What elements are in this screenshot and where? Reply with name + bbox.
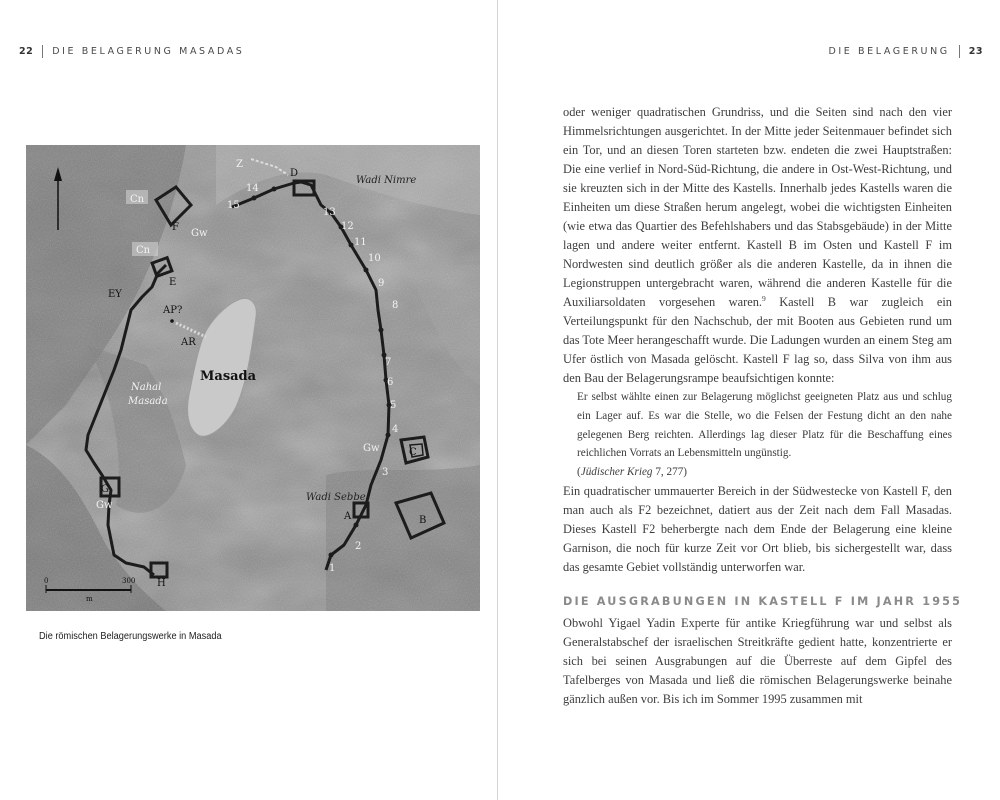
siege-map-figure [26,145,480,611]
running-head-divider [959,45,960,58]
label-6: 6 [387,377,394,388]
label-9: 9 [378,278,385,289]
label-masada: Masada [200,369,257,384]
label-11: 11 [354,237,367,248]
paragraph-2: Ein quadratischer ummauerter Bereich in der Südwestecke von Kastell F, den man auch als F2 bezeichnet, datiert aus der Zeit nach dem Fall Masadas. Dieses Kastell F2 beherbergte nach dem Ende der Belagerung eine kleine Garnison, die noch für kurze Zeit vor Ort blieb, bis sichergestellt war, dass das gesamte Gebiet vollständig unterworfen war. [563,484,952,575]
label-C: C [409,447,417,458]
label-4: 4 [392,424,399,435]
label-cn-2: Cn [136,245,151,256]
label-13: 13 [323,207,336,218]
label-10: 10 [368,253,381,264]
label-D: D [290,168,299,179]
quote-source-open: ( [577,466,581,479]
label-8: 8 [392,300,399,311]
label-gw-f: Gw [191,228,208,239]
figure-caption: Die römischen Belagerungswerke in Masada [39,631,222,642]
quote-source-title: Jüdischer Krieg [580,466,653,479]
label-G: G [101,484,109,495]
scale-unit: m [86,595,93,603]
running-head-left [19,45,244,58]
label-1: 1 [329,563,336,574]
paragraph-1-text-b: Kastell B war zugleich ein Verteilungspunkt für den Nachschub, der mit Booten aus Gebieten rund um das Tote Meer herangeschafft wurde. Die Ladungen wurden an einem Steg am Ufer östlich von Masada gelöscht. Kastell F lag so, dass Silva von ihm aus den Bau der Belagerungsrampe beaufsichtigen konnte: [563,295,952,385]
label-3: 3 [382,467,389,478]
running-head-right [828,45,983,58]
label-14: 14 [246,183,259,194]
running-head-left-title: DIE BELAGERUNG MASADAS [52,46,245,57]
scale-0: 0 [44,577,49,585]
label-H: H [157,578,166,589]
label-2: 2 [355,541,362,552]
label-5: 5 [390,400,397,411]
siege-map [26,145,480,611]
page-number-left: 22 [19,46,34,57]
footnote-marker[interactable]: 9 [762,293,766,303]
page-number-right: 23 [968,46,983,57]
section-heading: DIE AUSGRABUNGEN IN KASTELL F IM JAHR 1955 [563,595,963,609]
running-head-right-title: DIE BELAGERUNG [828,46,950,57]
paragraph-1-text-a: oder weniger quadratischen Grundriss, und die Seiten sind nach den vier Himmelsrichtungen ausgerichtet. In der Mitte jeder Seitenmauer befindet sich ein Tor, und an diesen Toren starteten bzw. endeten die zwei Hauptstraßen: Die eine verlief in Nord-Süd-Richtung, die andere in Ost-West-Richtung, und sie kreuzten sich in der Mitte des Kastells. Innerhalb jedes Kastells waren die Einheiten um diese Straßen herum angelegt, wobei die wichtigsten Einheiten (wie etwa das Quartier des Befehlshabers und das Stabsgebäude) in der Mitte lagen und andere weiter entfernt. Kastell B im Osten und Kastell F im Nordwesten sind deutlich größer als die anderen Kastelle, da in ihnen die Legionstruppen untergebracht waren, während die anderen Kastelle für die Auxiliarsoldaten vorgesehen waren. [563,105,952,309]
label-gw-g: Gw [96,500,113,511]
running-head-divider [42,45,43,58]
paragraph-1 [563,103,952,388]
label-12: 12 [341,221,354,232]
label-cn-1: Cn [130,194,145,205]
label-EY: EY [108,289,122,300]
label-7: 7 [385,357,392,368]
label-E: E [169,277,177,288]
label-15: 15 [227,200,240,211]
label-nahal-1: Nahal [131,382,162,393]
label-gw-c: Gw [363,443,380,454]
spread-gutter [497,0,498,800]
block-quote: Er selbst wählte einen zur Belagerung möglichst geeigneten Platz aus und schlug ein Lager auf. Es war die Stelle, wo die Felsen der Festung dicht an den nahe gelegenen Berg reichten. Allerdings lag dieser Platz für die Beschaffung eines reichlichen Vorrats an Lebensmitteln ungünstig. [577,391,952,460]
quote-source [577,463,952,482]
label-F: F [172,222,179,233]
label-nahal-2: Masada [128,396,168,407]
label-AP: AP? [163,305,183,316]
label-wadi-sebbe: Wadi Sebbe [306,492,366,503]
label-B: B [419,515,427,526]
quote-source-ref: 7, 277) [652,466,688,479]
label-Z: Z [236,159,243,170]
label-A: A [344,511,352,522]
label-AR: AR [181,337,196,348]
paragraph-3: Obwohl Yigael Yadin Experte für antike Kriegführung war und selbst als Generalstabschef der israelischen Streitkräfte gedient hatte, konzentrierte er sich bei seinen Ausgrabungen auf die Überreste auf dem Gipfel des Tafelberges von Masada und ließ die römischen Belagerungswerke beinahe gänzlich außen vor. Bis ich im Sommer 1995 zusammen mit [563,616,952,707]
body-text-column [563,103,963,709]
scale-300: 300 [122,577,136,585]
label-wadi-nimre: Wadi Nimre [356,175,417,186]
